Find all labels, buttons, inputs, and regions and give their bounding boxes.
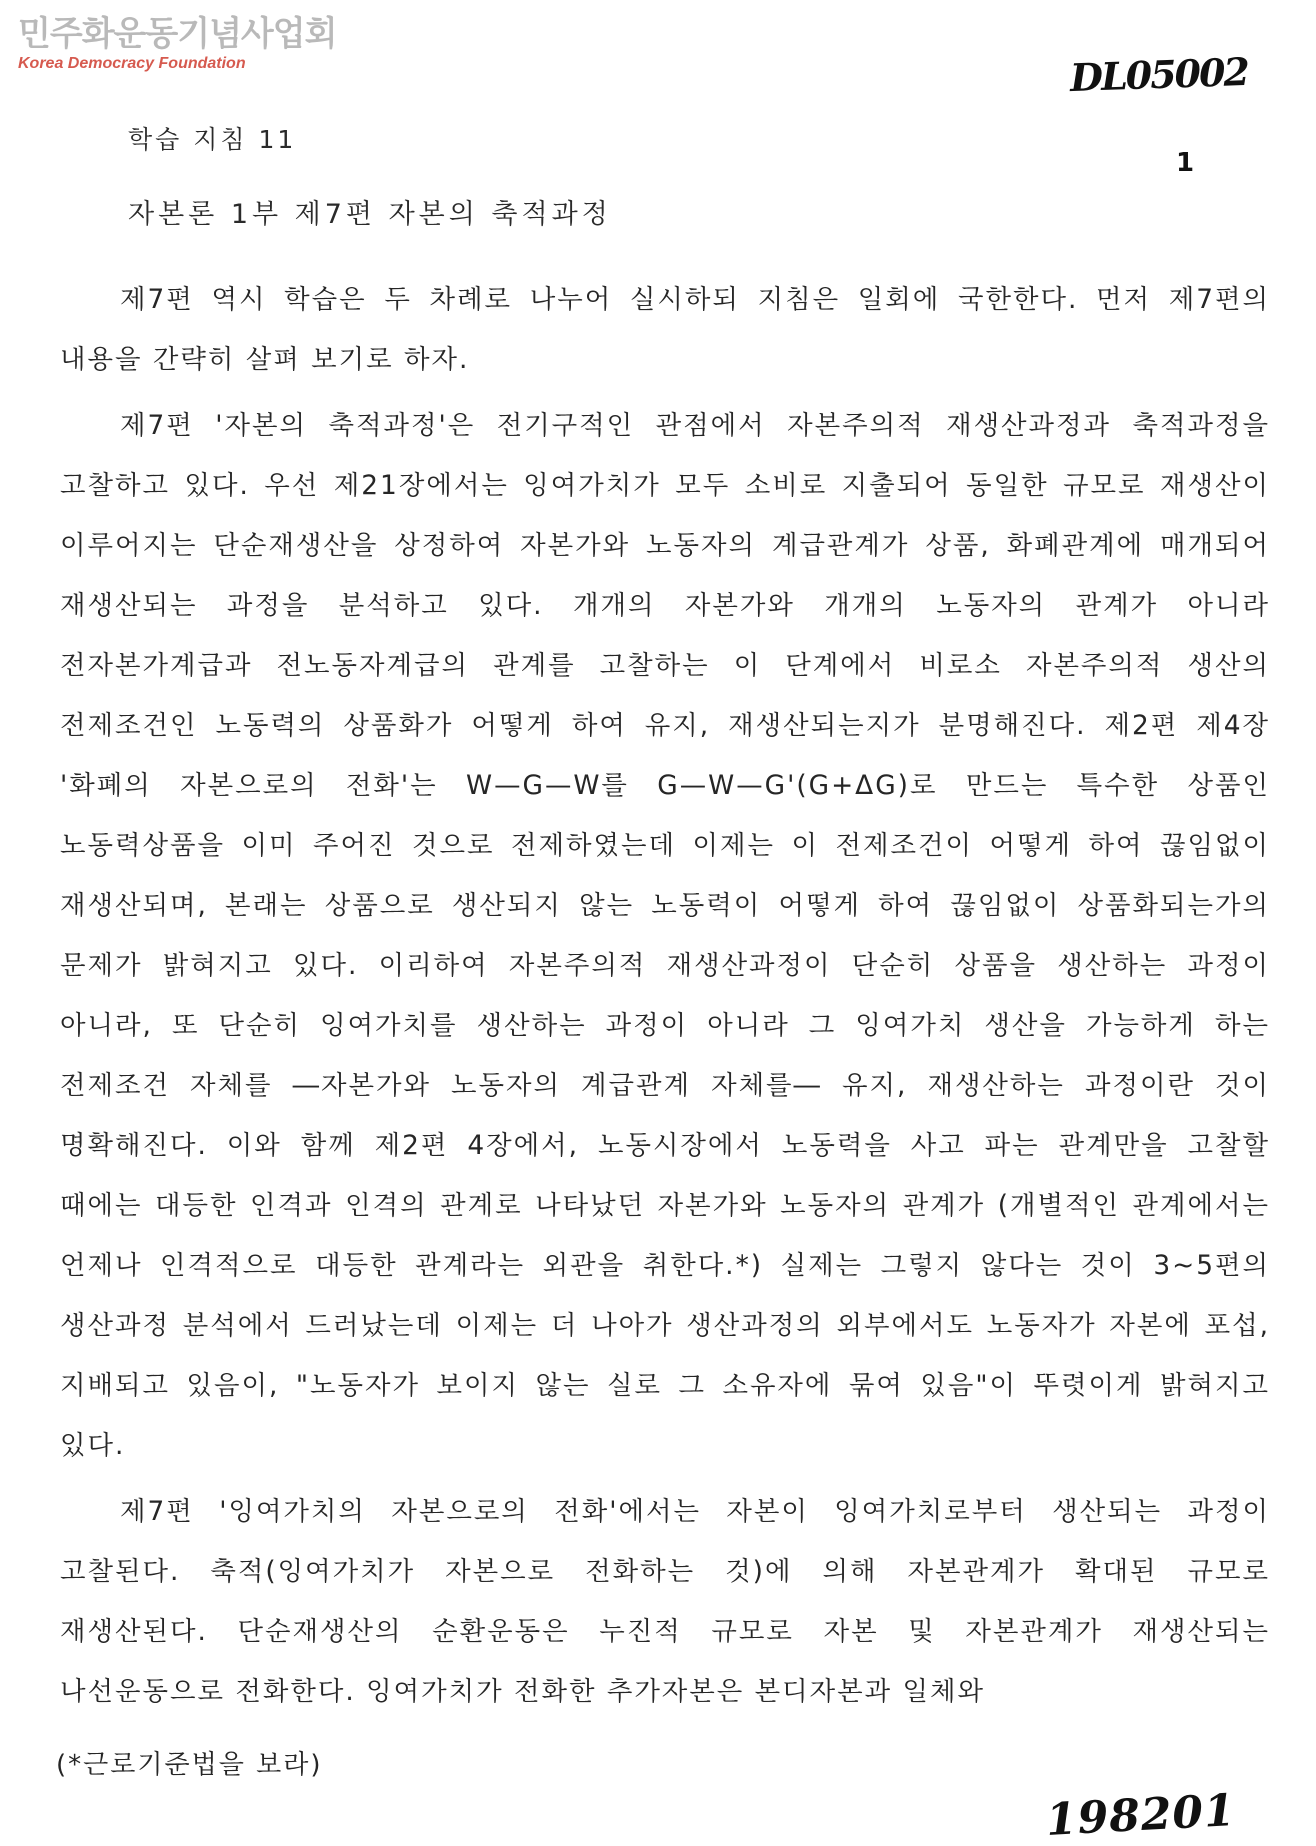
document-header: 학습 지침 11 bbox=[128, 125, 297, 154]
document-body bbox=[60, 270, 1270, 1722]
paragraph-3: 제7편 '잉여가치의 자본으로의 전화'에서는 자본이 잉여가치로부터 생산되는 과정이 고찰된다. 축적(잉여가치가 자본으로 전화하는 것)에 의해 자본관계가 확대된 규모로 재생산된다. 단순재생산의 순환운동은 누진적 규모로 자본 및 자본관계가 재생산되는 나선운동으로 전화한다. 잉여가치가 전화한 추가자본은 본디자본과 일체와 bbox=[60, 1496, 1270, 1707]
document-title: 자본론 1부 제7편 자본의 축적과정 bbox=[128, 199, 612, 230]
paragraph-2: 제7편 '자본의 축적과정'은 전기구적인 관점에서 자본주의적 재생산과정과 축적과정을 고찰하고 있다. 우선 제21장에서는 잉여가치가 모두 소비로 지출되어 동일한 규모로 재생산이 이루어지는 단순재생산을 상정하여 자본가와 노동자의 계급관계가 상품, 화폐관계에 매개되어 재생산되는 과정을 분석하고 있다. 개개의 자본가와 개개의 노동자의 관계가 아니라 전자본가계급과 전노동자계급의 관계를 고찰하는 이 단계에서 비로소 자본주의적 생산의 전제조건인 노동력의 상품화가 어떻게 하여 유지, 재생산되는지가 분명해진다. 제2편 제4장 '화폐의 자본으로의 전화'는 W—G—W를 G—W—G'(G+ΔG)로 만드는 특수한 상품인 노동력상품을 이미 주어진 것으로 전제하였는데 이제는 이 전제조건이 어떻게 하여 끊임없이 재생산되며, 본래는 상품으로 생산되지 않는 노동력이 어떻게 하여 끊임없이 상품화되는가의 문제가 밝혀지고 있다. 이리하여 자본주의적 재생산과정이 단순히 상품을 생산하는 과정이 아니라, 또 단순히 잉여가치를 생산하는 과정이 아니라 그 잉여가치 생산을 가능하게 하는 전제조건 자체를 ―자본가와 노동자의 계급관계 자체를― 유지, 재생산하는 과정이란 것이 명확해진다. 이와 함께 제2편 4장에서, 노동시장에서 노동력을 사고 파는 관계만을 고찰할 때에는 대등한 인격과 인격의 관계로 나타났던 자본가와 노동자의 관계가 (개별적인 관계에서는 언제나 인격적으로 대등한 관계라는 외관을 취한다.*) 실제는 그렇지 않다는 것이 3~5편의 생산과정 분석에서 드러났는데 이제는 더 나아가 생산과정의 외부에서도 노동자가 자본에 포섭, 지배되고 있음이, "노동자가 보이지 않는 실로 그 소유자에 묶여 있음"이 뚜렷이게 밝혀지고 있다. bbox=[60, 410, 1270, 1461]
watermark-english: Korea Democracy Foundation bbox=[18, 55, 246, 72]
page-number: 1 bbox=[1176, 148, 1195, 178]
watermark-logo bbox=[18, 14, 337, 74]
watermark-korean: 민주화운동기념사업회 bbox=[18, 14, 337, 54]
handwritten-number: 198201 bbox=[1044, 1785, 1237, 1846]
paragraph-1: 제7편 역시 학습은 두 차례로 나누어 실시하되 지침은 일회에 국한한다. 먼저 제7편의 내용을 간략히 살펴 보기로 하자. bbox=[60, 284, 1270, 375]
footnote: (*근로기준법을 보라) bbox=[56, 1750, 323, 1780]
handwritten-doc-code: DL05002 bbox=[1069, 48, 1249, 101]
